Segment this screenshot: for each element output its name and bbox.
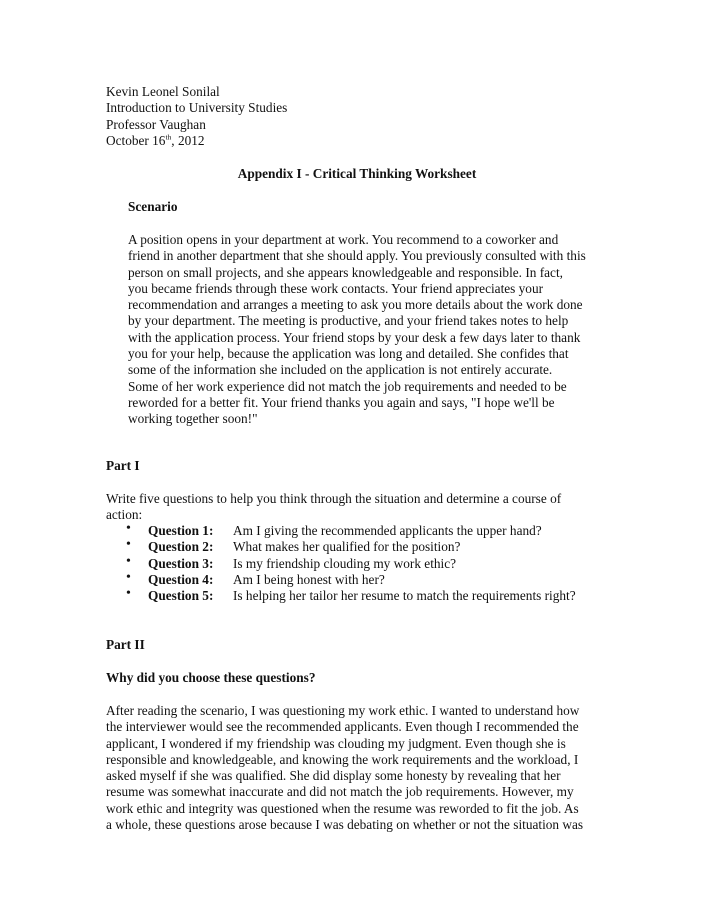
question-text: Am I being honest with her? — [233, 571, 385, 587]
scenario-line: you became friends through these work contacts. Your friend appreciates your — [128, 280, 544, 296]
part-two-heading: Part II — [106, 637, 145, 652]
part-one-prompt — [106, 491, 626, 524]
document-date — [106, 133, 287, 149]
answer-paragraph — [106, 703, 626, 833]
scenario-paragraph — [128, 232, 628, 428]
scenario-line: working together soon!" — [128, 411, 258, 427]
scenario-line: person on small projects, and she appears knowledgeable and responsible. In fact, — [128, 264, 563, 280]
bullet-icon: • — [126, 553, 131, 569]
question-label: Question 5: — [148, 588, 214, 604]
answer-line: a whole, these questions arose because I was debating on whether or not the situation was — [106, 817, 584, 833]
document-header — [106, 84, 287, 149]
bullet-icon: • — [126, 586, 131, 602]
scenario-line: A position opens in your department at work. You recommend to a coworker and — [128, 232, 559, 247]
answer-line: resume was somewhat inaccurate and did not match the job requirements. However, my — [106, 784, 574, 800]
course-name: Introduction to University Studies — [106, 100, 288, 116]
prompt-line: action: — [106, 507, 143, 523]
answer-line: applicant, I wondered if my friendship was clouding my judgment. Even though she is — [106, 735, 566, 751]
document-title: Appendix I - Critical Thinking Worksheet — [237, 166, 477, 181]
scenario-line: Some of her work experience did not match the job requirements and needed to be — [128, 378, 567, 394]
question-label: Question 3: — [148, 555, 214, 571]
scenario-line: by your department. The meeting is productive, and your friend takes notes to help — [128, 313, 569, 329]
author-name: Kevin Leonel Sonilal — [106, 84, 220, 99]
part-one-heading: Part I — [106, 458, 140, 473]
scenario-line: you for your help, because the application was long and detailed. She confides that — [128, 346, 569, 362]
question-text: Am I giving the recommended applicants the upper hand? — [233, 523, 542, 538]
answer-line: the interviewer would see the recommended applicants. Even though I recommended the — [106, 719, 579, 735]
question-label: Question 4: — [148, 571, 214, 587]
date-prefix: October 16 — [106, 132, 166, 148]
question-text: Is my friendship clouding my work ethic? — [233, 555, 457, 571]
date-suffix: , 2012 — [171, 132, 205, 148]
scenario-line: friend in another department that she should apply. You previously consulted with this — [128, 248, 586, 264]
question-text: What makes her qualified for the position? — [233, 539, 461, 555]
prompt-line: Write five questions to help you think through the situation and determine a course of — [106, 491, 562, 506]
question-label: Question 2: — [148, 539, 214, 555]
scenario-line: some of the information she included on the application is not entirely accurate. — [128, 362, 553, 378]
bullet-icon: • — [126, 537, 131, 553]
question-label: Question 1: — [148, 523, 214, 538]
answer-line: After reading the scenario, I was questioning my work ethic. I wanted to understand how — [106, 703, 580, 718]
bullet-icon: • — [126, 569, 131, 585]
bullet-icon: • — [126, 521, 131, 536]
answer-line: responsible and knowledgeable, and knowing the work requirements and the workload, I — [106, 751, 579, 767]
question-text: Is helping her tailor her resume to match the requirements right? — [233, 588, 576, 604]
scenario-heading: Scenario — [128, 199, 178, 214]
answer-line: asked myself if she was qualified. She did display some honesty by revealing that her — [106, 768, 561, 784]
scenario-line: with the application process. Your friend stops by your desk a few days later to thank — [128, 329, 581, 345]
answer-line: work ethic and integrity was questioned when the resume was reworded to fit the job. As — [106, 800, 579, 816]
date-superscript: th — [165, 132, 172, 142]
why-questions-heading: Why did you choose these questions? — [106, 670, 316, 685]
professor-name: Professor Vaughan — [106, 116, 206, 132]
scenario-line: reworded for a better fit. Your friend thanks you again and says, "I hope we'll be — [128, 394, 555, 410]
scenario-line: recommendation and arranges a meeting to ask you more details about the work done — [128, 297, 583, 313]
